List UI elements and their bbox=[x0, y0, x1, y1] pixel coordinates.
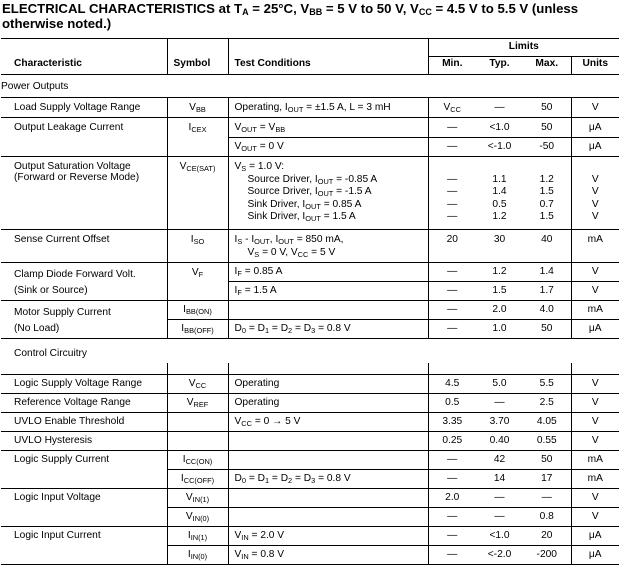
min-cell: — bbox=[428, 546, 476, 565]
max-cell: — bbox=[523, 489, 571, 508]
max-cell: 1.4 bbox=[523, 263, 571, 282]
units-header: Units bbox=[571, 57, 619, 75]
symbol-header: Symbol bbox=[167, 57, 228, 75]
symbol-cell: $I_{CC(ON)}$ bbox=[167, 451, 228, 470]
table-row bbox=[1, 489, 619, 508]
symbol-cell: $V_{CE(SAT)}$ bbox=[167, 157, 228, 230]
symbol-cell: $V_{BB}$ bbox=[167, 98, 228, 118]
units-cell: V bbox=[571, 432, 619, 451]
characteristic-cell: Motor Supply Current (No Load) bbox=[14, 307, 111, 334]
characteristic-cell: Output Leakage Current bbox=[14, 122, 124, 133]
test-conditions-header: Test Conditions bbox=[228, 57, 428, 75]
max-cell: 2.5 bbox=[539, 397, 554, 408]
typ-cell: 1.0 bbox=[492, 323, 507, 334]
typ-cell: <1.0 bbox=[476, 527, 523, 546]
test-condition-cell: $V_{IN} = 0.8$ V bbox=[228, 546, 428, 565]
table-row bbox=[1, 230, 619, 263]
units-cell: mA bbox=[571, 451, 619, 470]
typ-cell: 14 bbox=[493, 473, 506, 484]
page-title: ELECTRICAL CHARACTERISTICS at $T_A = 25^\circ C$, $V_{BB} = 5$ V to 50 V, $V_{CC} = 4.5$ V to 5.5 V (unless otherwise noted.) bbox=[2, 1, 579, 31]
min-cell: — bbox=[428, 320, 476, 339]
typ-cell: 1.5 bbox=[492, 285, 507, 296]
units-cell: V bbox=[571, 394, 619, 413]
table-row bbox=[1, 157, 619, 230]
max-cell: 50 bbox=[541, 323, 553, 334]
min-cell: — bbox=[428, 470, 476, 489]
max-cell: 50 bbox=[523, 118, 571, 138]
table-row bbox=[1, 98, 619, 118]
table-row bbox=[1, 451, 619, 470]
typ-cell: <-1.0 bbox=[487, 141, 512, 152]
typ-cell: — bbox=[494, 511, 505, 522]
test-condition-cell bbox=[228, 508, 428, 527]
limits-header: Limits bbox=[428, 39, 619, 57]
test-condition-cell: $V_{CC} = 0 \to 5$ V bbox=[228, 413, 428, 432]
min-cell: — bbox=[428, 263, 476, 282]
symbol-cell bbox=[167, 413, 228, 432]
table-row bbox=[1, 301, 619, 320]
symbol-cell: $I_{SO}$ bbox=[167, 230, 228, 263]
section-row bbox=[1, 75, 619, 98]
min-cell: — bbox=[428, 138, 476, 157]
max-cell: 0.8 bbox=[539, 511, 554, 522]
symbol-cell: $I_{BB(OFF)}$ bbox=[167, 320, 228, 339]
max-cell: 1.7 bbox=[539, 285, 554, 296]
min-cell: 2.0 bbox=[428, 489, 476, 508]
typ-cell: — bbox=[494, 102, 505, 113]
typ-cell: 30 bbox=[493, 234, 506, 245]
section-row bbox=[1, 339, 619, 363]
max-cell: -200 bbox=[536, 549, 557, 560]
header-row-limits bbox=[1, 39, 619, 57]
characteristic-cell: Output Saturation Voltage (Forward or Reverse Mode) bbox=[14, 161, 140, 183]
characteristic-cell: Logic Input Voltage bbox=[14, 492, 101, 503]
units-cell: mA bbox=[571, 301, 619, 320]
max-cell: 0.55 bbox=[536, 435, 557, 446]
units-cell: μA bbox=[571, 118, 619, 138]
max-cell: 17 bbox=[541, 473, 553, 484]
units-cell: V V V V bbox=[571, 157, 619, 230]
max-cell: 50 bbox=[523, 451, 571, 470]
units-cell: V bbox=[571, 508, 619, 527]
test-condition-cell: $D_0 = D_1 = D_2 = D_3 = 0.8$ V bbox=[228, 320, 428, 339]
min-cell: 0.25 bbox=[428, 432, 476, 451]
max-cell: 4.05 bbox=[536, 416, 557, 427]
characteristic-cell: Load Supply Voltage Range bbox=[14, 102, 141, 113]
test-condition-cell: Operating, $I_{OUT} = \pm 1.5$ A, L = 3 mH bbox=[228, 98, 428, 118]
min-cell: 20 bbox=[428, 230, 476, 263]
section-title-control-circuitry: Control Circuitry bbox=[14, 347, 88, 359]
min-cell: — bbox=[428, 282, 476, 301]
max-cell: 4.0 bbox=[523, 301, 571, 320]
symbol-cell: $I_{CC(OFF)}$ bbox=[167, 470, 228, 489]
min-cell: 0.5 bbox=[428, 394, 476, 413]
characteristic-header: Characteristic bbox=[14, 58, 82, 70]
typ-cell: — bbox=[494, 397, 505, 408]
test-condition-cell bbox=[228, 301, 428, 320]
typ-cell: <-2.0 bbox=[487, 549, 512, 560]
max-cell: 50 bbox=[541, 102, 553, 113]
units-cell: V bbox=[571, 375, 619, 394]
typ-cell: — bbox=[476, 489, 523, 508]
min-cell: — bbox=[428, 118, 476, 138]
spacer-row bbox=[1, 363, 619, 375]
test-condition-cell: $V_{OUT} = V_{BB}$ bbox=[228, 118, 428, 138]
test-condition-cell bbox=[228, 451, 428, 470]
table-row bbox=[1, 375, 619, 394]
min-header: Min. bbox=[428, 57, 476, 75]
units-cell: mA bbox=[571, 470, 619, 489]
test-condition-cell: $I_S - I_{OUT}$, $I_{OUT} = 850$ mA, $V_S = 0$ V, $V_{CC} = 5$ V bbox=[228, 230, 428, 263]
table-row bbox=[1, 413, 619, 432]
test-condition-cell bbox=[228, 432, 428, 451]
table-row bbox=[1, 432, 619, 451]
max-cell: 40 bbox=[541, 234, 553, 245]
symbol-cell: $V_F$ bbox=[167, 263, 228, 301]
units-cell: μA bbox=[571, 527, 619, 546]
units-cell: V bbox=[571, 413, 619, 432]
table-row bbox=[1, 118, 619, 138]
min-cell: — bbox=[428, 508, 476, 527]
electrical-characteristics-table bbox=[1, 38, 619, 565]
test-condition-cell: $I_F = 1.5$ A bbox=[228, 282, 428, 301]
units-cell: V bbox=[571, 282, 619, 301]
min-cell: — bbox=[428, 451, 476, 470]
symbol-cell bbox=[167, 432, 228, 451]
max-cell: 5.5 bbox=[539, 378, 554, 389]
typ-cell: 1.1 1.4 0.5 1.2 bbox=[492, 173, 507, 223]
typ-cell: 5.0 bbox=[492, 378, 507, 389]
typ-header: Typ. bbox=[489, 58, 510, 70]
symbol-cell: $V_{IN(1)}$ bbox=[167, 489, 228, 508]
min-cell: $V_{CC}$ bbox=[428, 98, 476, 118]
test-condition-cell: $V_{OUT} = 0$ V bbox=[228, 138, 428, 157]
units-cell: mA bbox=[571, 230, 619, 263]
units-cell: μA bbox=[571, 138, 619, 157]
test-condition-cell: Operating bbox=[228, 394, 428, 413]
header-row-columns bbox=[1, 57, 619, 75]
max-cell: -50 bbox=[539, 141, 555, 152]
characteristic-cell: Logic Supply Current bbox=[14, 454, 110, 465]
characteristic-cell: UVLO Hysteresis bbox=[14, 435, 93, 446]
symbol-cell: $V_{CC}$ bbox=[167, 375, 228, 394]
symbol-cell: $V_{IN(0)}$ bbox=[167, 508, 228, 527]
test-condition-cell: Operating bbox=[228, 375, 428, 394]
units-cell: V bbox=[571, 98, 619, 118]
max-cell: 20 bbox=[523, 527, 571, 546]
typ-cell: 0.40 bbox=[489, 435, 510, 446]
units-cell: μA bbox=[571, 320, 619, 339]
typ-cell: 3.70 bbox=[489, 416, 510, 427]
units-cell: V bbox=[571, 263, 619, 282]
min-cell: — — — — bbox=[428, 157, 476, 230]
max-cell: 1.2 1.5 0.7 1.5 bbox=[539, 173, 554, 223]
symbol-cell: $V_{REF}$ bbox=[167, 394, 228, 413]
characteristic-cell: Clamp Diode Forward Volt. (Sink or Source) bbox=[14, 269, 136, 296]
table-row bbox=[1, 527, 619, 546]
symbol-cell: $I_{IN(0)}$ bbox=[167, 546, 228, 565]
characteristic-cell: Logic Input Current bbox=[14, 530, 101, 541]
max-header: Max. bbox=[535, 58, 559, 70]
test-condition-cell: $V_S = 1.0$ V: Source Driver, $I_{OUT} = -0.85$ A Source Driver, $I_{OUT} = -1.5$ A Sink Driver, $I_{OUT} = 0.85$ A Sink Driver, $I_{OUT} = 1.5$ A bbox=[228, 157, 428, 230]
table-row bbox=[1, 263, 619, 282]
typ-cell: 2.0 bbox=[476, 301, 523, 320]
table-row bbox=[1, 394, 619, 413]
test-condition-cell: $D_0 = D_1 = D_2 = D_3 = 0.8$ V bbox=[228, 470, 428, 489]
symbol-cell: $I_{BB(ON)}$ bbox=[167, 301, 228, 320]
typ-cell: 1.2 bbox=[476, 263, 523, 282]
test-condition-cell bbox=[228, 489, 428, 508]
units-cell: V bbox=[571, 489, 619, 508]
characteristic-cell: Logic Supply Voltage Range bbox=[14, 378, 143, 389]
characteristic-cell: UVLO Enable Threshold bbox=[14, 416, 125, 427]
section-title-power-outputs: Power Outputs bbox=[1, 81, 69, 93]
typ-cell: 42 bbox=[476, 451, 523, 470]
characteristic-cell: Reference Voltage Range bbox=[14, 397, 131, 408]
units-cell: μA bbox=[571, 546, 619, 565]
min-cell: 4.5 bbox=[428, 375, 476, 394]
min-cell: 3.35 bbox=[428, 413, 476, 432]
test-condition-cell: $V_{IN} = 2.0$ V bbox=[228, 527, 428, 546]
symbol-cell: $I_{CEX}$ bbox=[167, 118, 228, 157]
test-condition-cell: $I_F = 0.85$ A bbox=[228, 263, 428, 282]
symbol-cell: $I_{IN(1)}$ bbox=[167, 527, 228, 546]
typ-cell: <1.0 bbox=[476, 118, 523, 138]
min-cell: — bbox=[428, 527, 476, 546]
min-cell: — bbox=[428, 301, 476, 320]
characteristic-cell: Sense Current Offset bbox=[14, 234, 110, 245]
